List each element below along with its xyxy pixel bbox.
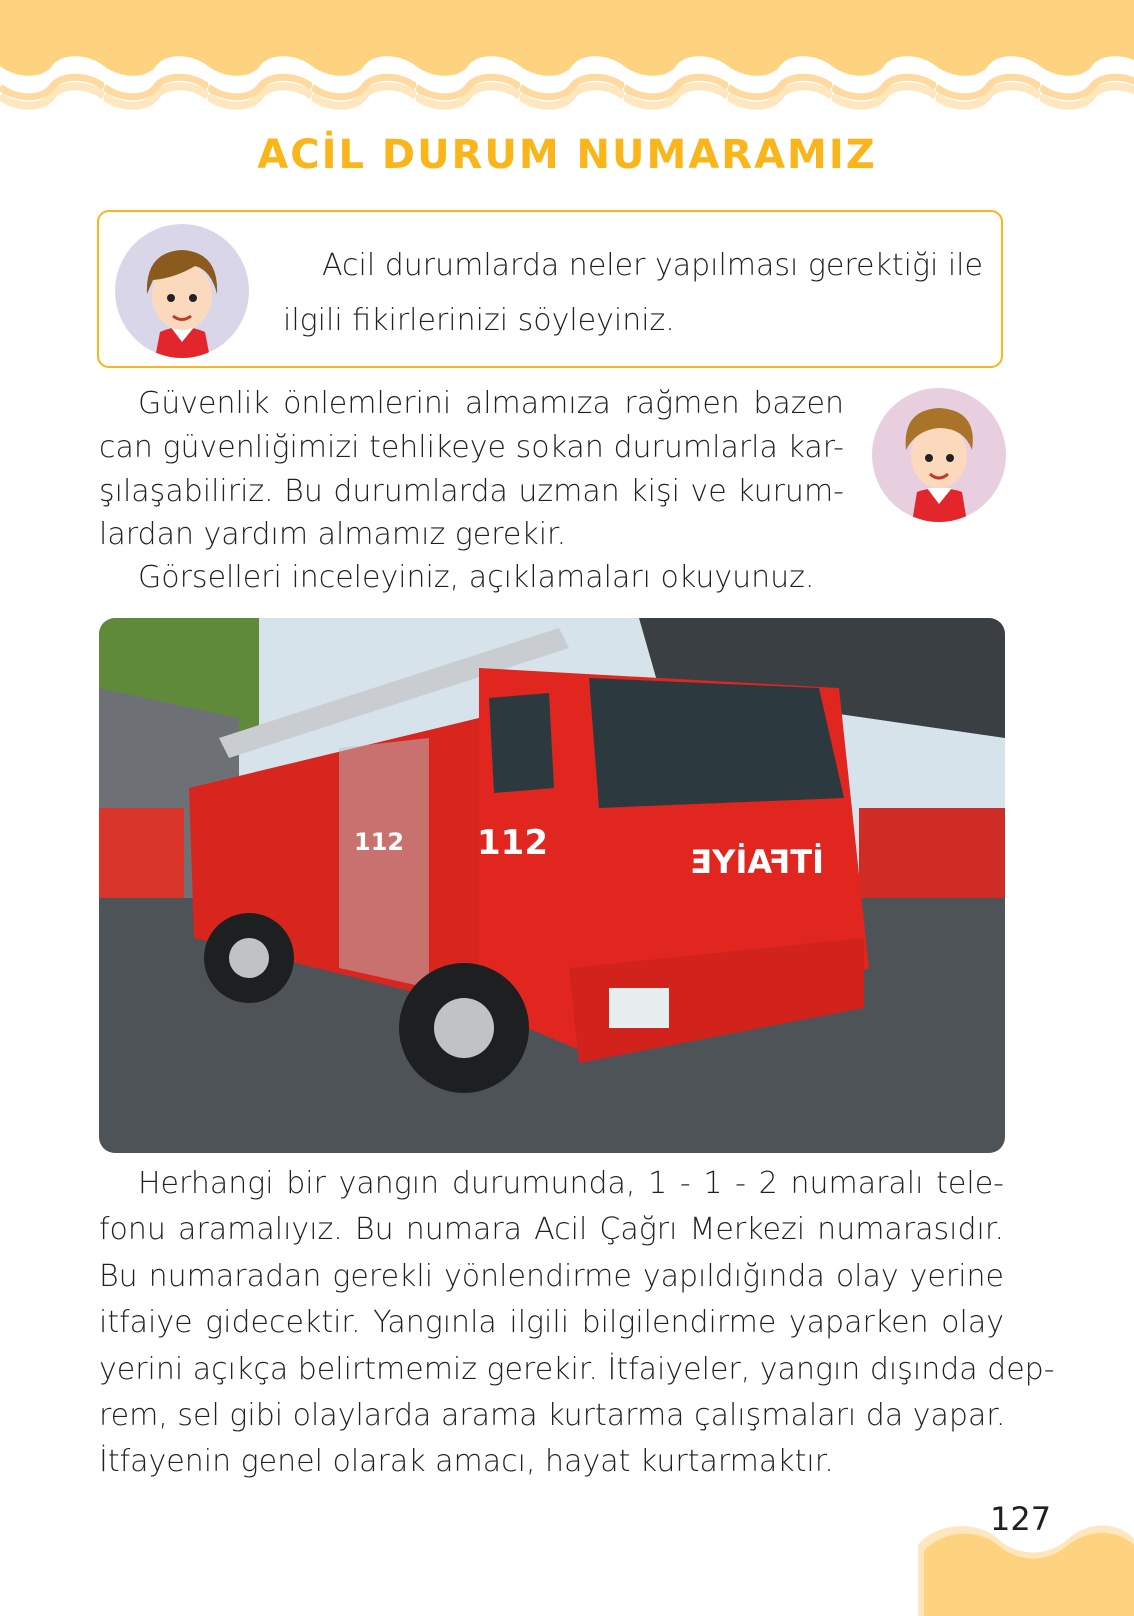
prompt-line: Acil durumlarda neler yapılması gerektiği ile [322,248,983,283]
body-line: Herhangi bir yangın durumunda, 1 - 1 - 2 numaralı tele- [138,1166,1004,1201]
body-line: Bu numaradan gerekli yönlendirme yapıldığında olay yerine [99,1259,1004,1294]
truck-door-number: 112 [477,823,548,863]
truck-side-number: 112 [354,828,405,856]
truck-hood-label: İTFAİYE [690,843,824,881]
fire-truck-photo [99,618,1005,1153]
intro-line: lardan yardım almamız gerekir. [99,517,567,552]
prompt-line: ilgili fikirlerinizi söyleyiniz. [283,303,675,338]
intro-line: Görselleri inceleyiniz, açıklamaları okuyunuz. [138,560,815,595]
page-title: ACİL DURUM NUMARAMIZ [257,132,877,178]
intro-line: Güvenlik önlemlerini almamıza rağmen bazen [138,386,844,421]
body-line: İtfayenin genel olarak amacı, hayat kurtarmaktır. [99,1444,834,1479]
boy-avatar [872,388,1006,522]
body-line: itfaiye gidecektir. Yangınla ilgili bilgilendirme yaparken olay [99,1305,1004,1340]
footer-wave-corner [918,1525,1134,1616]
body-line: rem, sel gibi olaylarda arama kurtarma çalışmaları da yapar. [99,1398,1006,1433]
body-line: yerini açıkça belirtmemiz gerekir. İtfaiyeler, yangın dışında dep- [99,1352,1055,1387]
body-line: fonu aramalıyız. Bu numara Acil Çağrı Merkezi numarasıdır. [99,1212,1004,1247]
intro-line: can güvenliğimizi tehlikeye sokan durumlarla kar- [99,430,844,465]
header-wave-banner [0,0,1134,110]
girl-avatar [115,224,249,358]
intro-line: şılaşabiliriz. Bu durumlarda uzman kişi ve kurum- [99,474,844,509]
page-number: 127 [990,1500,1052,1538]
